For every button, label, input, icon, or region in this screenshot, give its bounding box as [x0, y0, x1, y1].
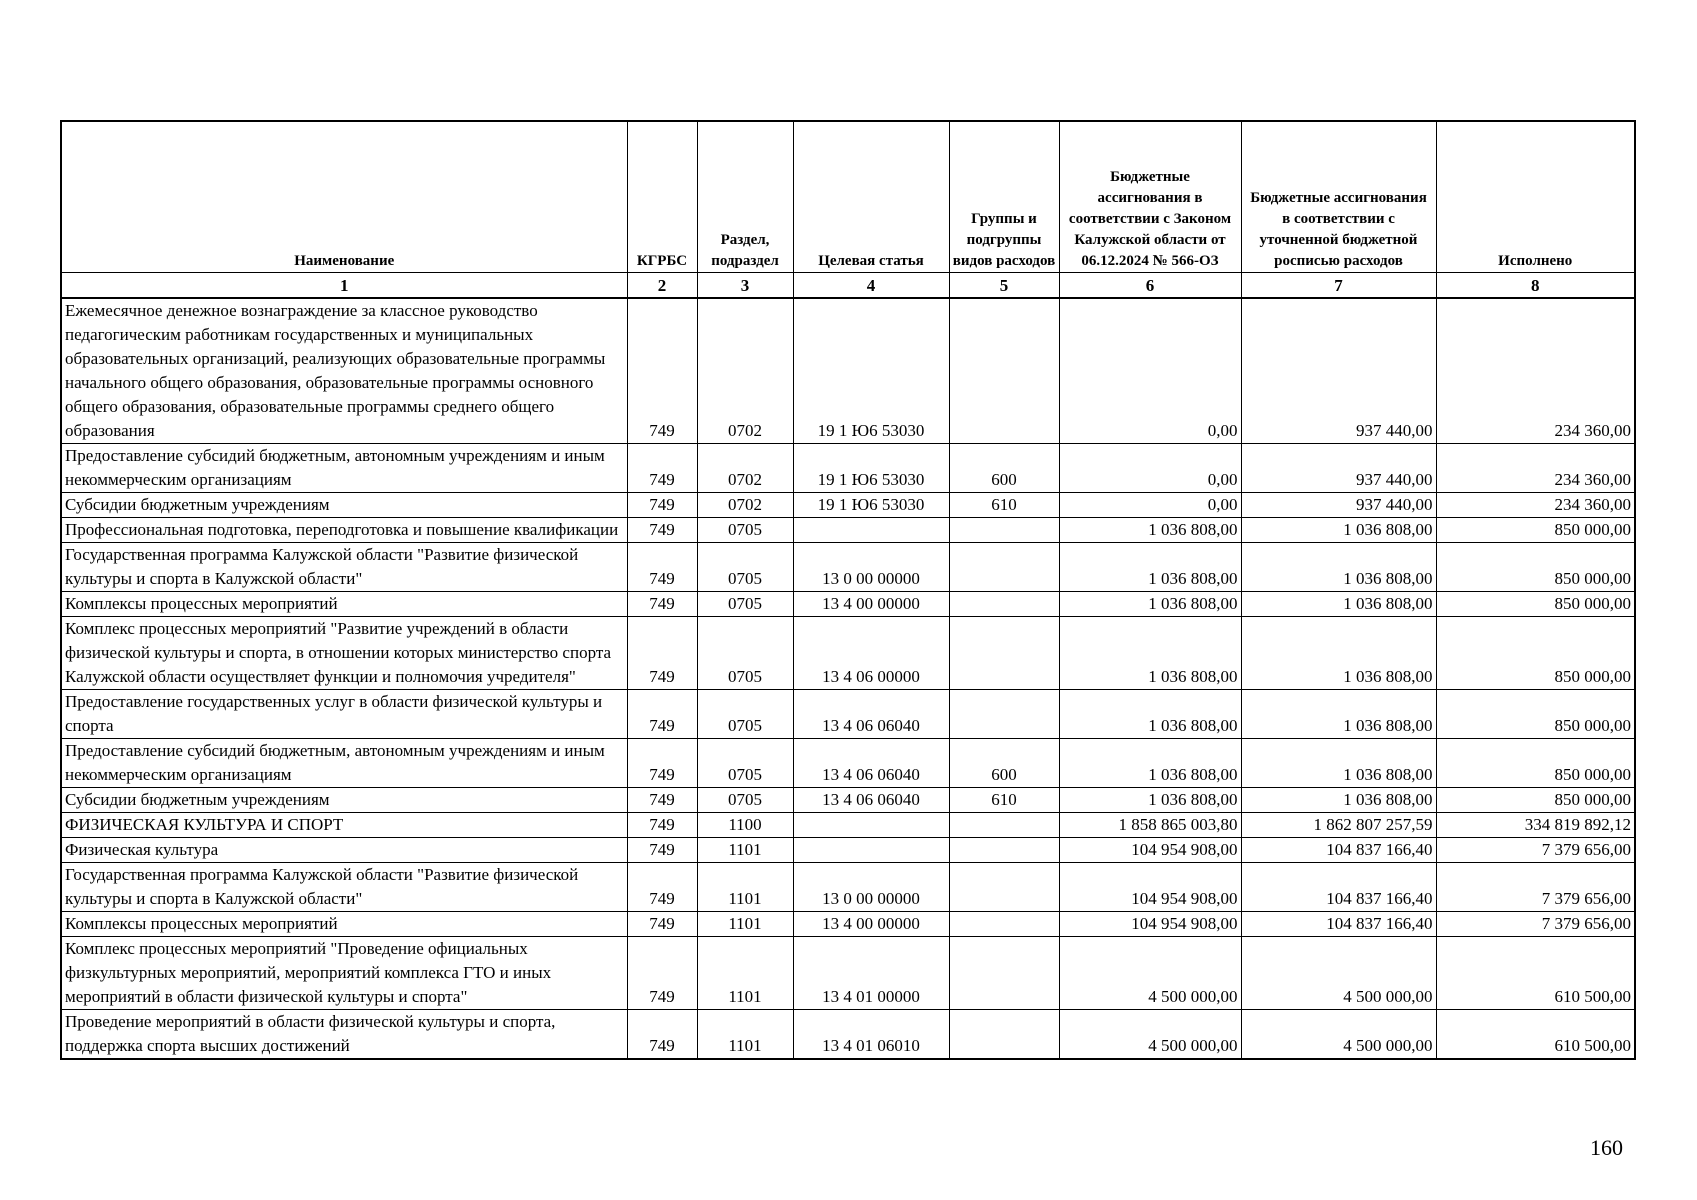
cell-name: Ежемесячное денежное вознаграждение за классное руководство педагогическим работникам государственных и муниципальных образовательных организаций, реализующих образовательные программы начального общего образования, образовательные программы основного общего образования, образовательные программы среднего общего образования — [61, 298, 627, 444]
cell-expense-group — [949, 937, 1059, 1010]
cell-kgrbs: 749 — [627, 863, 697, 912]
cell-executed: 610 500,00 — [1436, 1010, 1635, 1060]
cell-expense-group — [949, 592, 1059, 617]
cell-kgrbs: 749 — [627, 937, 697, 1010]
cell-refined-allocation: 1 036 808,00 — [1241, 739, 1436, 788]
cell-law-allocation: 4 500 000,00 — [1059, 937, 1241, 1010]
cell-refined-allocation: 937 440,00 — [1241, 444, 1436, 493]
cell-refined-allocation: 4 500 000,00 — [1241, 1010, 1436, 1060]
header-law-allocation: Бюджетные ассигнования в соответствии с Законом Калужской области от 06.12.2024 № 566-ОЗ — [1059, 121, 1241, 273]
cell-executed: 850 000,00 — [1436, 543, 1635, 592]
column-number: 3 — [697, 273, 793, 299]
cell-expense-group — [949, 518, 1059, 543]
cell-razdel: 0705 — [697, 592, 793, 617]
cell-law-allocation: 0,00 — [1059, 444, 1241, 493]
cell-expense-group — [949, 1010, 1059, 1060]
cell-razdel: 0702 — [697, 298, 793, 444]
cell-kgrbs: 749 — [627, 617, 697, 690]
cell-expense-group — [949, 838, 1059, 863]
cell-law-allocation: 1 036 808,00 — [1059, 592, 1241, 617]
cell-kgrbs: 749 — [627, 690, 697, 739]
table-row — [61, 493, 1635, 518]
table-row — [61, 813, 1635, 838]
cell-refined-allocation: 1 036 808,00 — [1241, 617, 1436, 690]
cell-refined-allocation: 104 837 166,40 — [1241, 863, 1436, 912]
table-row — [61, 543, 1635, 592]
cell-target-article: 13 4 00 00000 — [793, 592, 949, 617]
cell-name: Предоставление государственных услуг в области физической культуры и спорта — [61, 690, 627, 739]
cell-refined-allocation: 1 036 808,00 — [1241, 690, 1436, 739]
cell-name: ФИЗИЧЕСКАЯ КУЛЬТУРА И СПОРТ — [61, 813, 627, 838]
cell-executed: 7 379 656,00 — [1436, 912, 1635, 937]
cell-law-allocation: 0,00 — [1059, 493, 1241, 518]
cell-executed: 334 819 892,12 — [1436, 813, 1635, 838]
cell-kgrbs: 749 — [627, 493, 697, 518]
cell-refined-allocation: 1 036 808,00 — [1241, 592, 1436, 617]
table-row — [61, 444, 1635, 493]
table-row — [61, 298, 1635, 444]
cell-law-allocation: 104 954 908,00 — [1059, 912, 1241, 937]
table-row — [61, 937, 1635, 1010]
cell-law-allocation: 104 954 908,00 — [1059, 838, 1241, 863]
cell-executed: 234 360,00 — [1436, 298, 1635, 444]
cell-law-allocation: 1 036 808,00 — [1059, 788, 1241, 813]
cell-expense-group: 600 — [949, 444, 1059, 493]
column-number: 8 — [1436, 273, 1635, 299]
header-kgrbs: КГРБС — [627, 121, 697, 273]
cell-target-article: 13 4 06 06040 — [793, 739, 949, 788]
cell-razdel: 1101 — [697, 838, 793, 863]
cell-expense-group — [949, 912, 1059, 937]
cell-name: Физическая культура — [61, 838, 627, 863]
cell-expense-group: 600 — [949, 739, 1059, 788]
cell-razdel: 0705 — [697, 518, 793, 543]
cell-target-article: 13 4 06 06040 — [793, 788, 949, 813]
header-row — [61, 121, 1635, 273]
column-number: 2 — [627, 273, 697, 299]
cell-refined-allocation: 4 500 000,00 — [1241, 937, 1436, 1010]
cell-law-allocation: 104 954 908,00 — [1059, 863, 1241, 912]
cell-law-allocation: 1 036 808,00 — [1059, 617, 1241, 690]
cell-expense-group — [949, 298, 1059, 444]
cell-law-allocation: 1 036 808,00 — [1059, 690, 1241, 739]
cell-target-article: 13 4 06 00000 — [793, 617, 949, 690]
header-name: Наименование — [61, 121, 627, 273]
cell-kgrbs: 749 — [627, 543, 697, 592]
table-row — [61, 690, 1635, 739]
cell-kgrbs: 749 — [627, 739, 697, 788]
cell-name: Проведение мероприятий в области физической культуры и спорта, поддержка спорта высших достижений — [61, 1010, 627, 1060]
header-razdel: Раздел, подраздел — [697, 121, 793, 273]
table-row — [61, 592, 1635, 617]
cell-target-article: 19 1 Ю6 53030 — [793, 493, 949, 518]
cell-razdel: 1101 — [697, 1010, 793, 1060]
cell-razdel: 0705 — [697, 690, 793, 739]
cell-refined-allocation: 1 036 808,00 — [1241, 788, 1436, 813]
budget-table — [60, 120, 1636, 1060]
cell-refined-allocation: 1 036 808,00 — [1241, 543, 1436, 592]
cell-kgrbs: 749 — [627, 518, 697, 543]
cell-name: Государственная программа Калужской области "Развитие физической культуры и спорта в Калужской области" — [61, 863, 627, 912]
cell-kgrbs: 749 — [627, 592, 697, 617]
cell-kgrbs: 749 — [627, 813, 697, 838]
cell-expense-group — [949, 813, 1059, 838]
cell-expense-group — [949, 543, 1059, 592]
cell-refined-allocation: 937 440,00 — [1241, 298, 1436, 444]
cell-law-allocation: 1 036 808,00 — [1059, 543, 1241, 592]
cell-refined-allocation: 104 837 166,40 — [1241, 838, 1436, 863]
cell-law-allocation: 1 036 808,00 — [1059, 518, 1241, 543]
table-body — [61, 298, 1635, 1059]
cell-refined-allocation: 1 036 808,00 — [1241, 518, 1436, 543]
table-row — [61, 617, 1635, 690]
cell-expense-group — [949, 617, 1059, 690]
cell-name: Субсидии бюджетным учреждениям — [61, 788, 627, 813]
cell-expense-group: 610 — [949, 493, 1059, 518]
table-row — [61, 912, 1635, 937]
cell-target-article: 13 4 06 06040 — [793, 690, 949, 739]
cell-razdel: 0705 — [697, 788, 793, 813]
cell-razdel: 0705 — [697, 617, 793, 690]
header-executed: Исполнено — [1436, 121, 1635, 273]
cell-razdel: 1100 — [697, 813, 793, 838]
cell-kgrbs: 749 — [627, 444, 697, 493]
cell-executed: 850 000,00 — [1436, 690, 1635, 739]
cell-razdel: 1101 — [697, 937, 793, 1010]
page-number: 160 — [1590, 1135, 1623, 1160]
table-row — [61, 863, 1635, 912]
column-number: 4 — [793, 273, 949, 299]
cell-name: Профессиональная подготовка, переподготовка и повышение квалификации — [61, 518, 627, 543]
cell-razdel: 0702 — [697, 493, 793, 518]
cell-executed: 850 000,00 — [1436, 788, 1635, 813]
cell-kgrbs: 749 — [627, 788, 697, 813]
cell-kgrbs: 749 — [627, 912, 697, 937]
cell-target-article: 13 4 01 00000 — [793, 937, 949, 1010]
header-target-article: Целевая статья — [793, 121, 949, 273]
cell-kgrbs: 749 — [627, 838, 697, 863]
cell-name: Комплекс процессных мероприятий "Проведение официальных физкультурных мероприятий, мероприятий комплекса ГТО и иных мероприятий в области физической культуры и спорта" — [61, 937, 627, 1010]
column-number: 1 — [61, 273, 627, 299]
cell-executed: 850 000,00 — [1436, 739, 1635, 788]
cell-executed: 610 500,00 — [1436, 937, 1635, 1010]
cell-expense-group — [949, 690, 1059, 739]
column-number: 6 — [1059, 273, 1241, 299]
cell-target-article — [793, 838, 949, 863]
table-row — [61, 838, 1635, 863]
cell-razdel: 1101 — [697, 912, 793, 937]
cell-refined-allocation: 1 862 807 257,59 — [1241, 813, 1436, 838]
cell-target-article — [793, 518, 949, 543]
cell-target-article: 13 0 00 00000 — [793, 863, 949, 912]
cell-executed: 234 360,00 — [1436, 444, 1635, 493]
table-row — [61, 1010, 1635, 1060]
cell-name: Субсидии бюджетным учреждениям — [61, 493, 627, 518]
cell-target-article: 13 4 00 00000 — [793, 912, 949, 937]
budget-sheet — [60, 120, 1634, 1060]
cell-executed: 7 379 656,00 — [1436, 838, 1635, 863]
cell-refined-allocation: 104 837 166,40 — [1241, 912, 1436, 937]
cell-kgrbs: 749 — [627, 1010, 697, 1060]
cell-name: Комплексы процессных мероприятий — [61, 592, 627, 617]
cell-name: Комплексы процессных мероприятий — [61, 912, 627, 937]
cell-executed: 850 000,00 — [1436, 518, 1635, 543]
cell-executed: 850 000,00 — [1436, 592, 1635, 617]
cell-razdel: 0702 — [697, 444, 793, 493]
cell-target-article: 19 1 Ю6 53030 — [793, 444, 949, 493]
cell-razdel: 0705 — [697, 739, 793, 788]
cell-law-allocation: 0,00 — [1059, 298, 1241, 444]
table-row — [61, 518, 1635, 543]
cell-name: Предоставление субсидий бюджетным, автономным учреждениям и иным некоммерческим организациям — [61, 444, 627, 493]
cell-razdel: 0705 — [697, 543, 793, 592]
cell-law-allocation: 1 036 808,00 — [1059, 739, 1241, 788]
cell-expense-group: 610 — [949, 788, 1059, 813]
cell-kgrbs: 749 — [627, 298, 697, 444]
cell-refined-allocation: 937 440,00 — [1241, 493, 1436, 518]
cell-target-article — [793, 813, 949, 838]
header-refined-allocation: Бюджетные ассигнования в соответствии с уточненной бюджетной росписью расходов — [1241, 121, 1436, 273]
cell-law-allocation: 1 858 865 003,80 — [1059, 813, 1241, 838]
header-expense-groups: Группы и подгруппы видов расходов — [949, 121, 1059, 273]
cell-razdel: 1101 — [697, 863, 793, 912]
cell-name: Комплекс процессных мероприятий "Развитие учреждений в области физической культуры и спорта, в отношении которых министерство спорта Калужской области осуществляет функции и полномочия учредителя" — [61, 617, 627, 690]
table-row — [61, 788, 1635, 813]
cell-law-allocation: 4 500 000,00 — [1059, 1010, 1241, 1060]
cell-target-article: 19 1 Ю6 53030 — [793, 298, 949, 444]
cell-executed: 850 000,00 — [1436, 617, 1635, 690]
cell-target-article: 13 4 01 06010 — [793, 1010, 949, 1060]
cell-target-article: 13 0 00 00000 — [793, 543, 949, 592]
cell-name: Предоставление субсидий бюджетным, автономным учреждениям и иным некоммерческим организациям — [61, 739, 627, 788]
column-number: 7 — [1241, 273, 1436, 299]
cell-expense-group — [949, 863, 1059, 912]
cell-name: Государственная программа Калужской области "Развитие физической культуры и спорта в Калужской области" — [61, 543, 627, 592]
table-row — [61, 739, 1635, 788]
cell-executed: 234 360,00 — [1436, 493, 1635, 518]
cell-executed: 7 379 656,00 — [1436, 863, 1635, 912]
column-number-row — [61, 273, 1635, 299]
column-number: 5 — [949, 273, 1059, 299]
